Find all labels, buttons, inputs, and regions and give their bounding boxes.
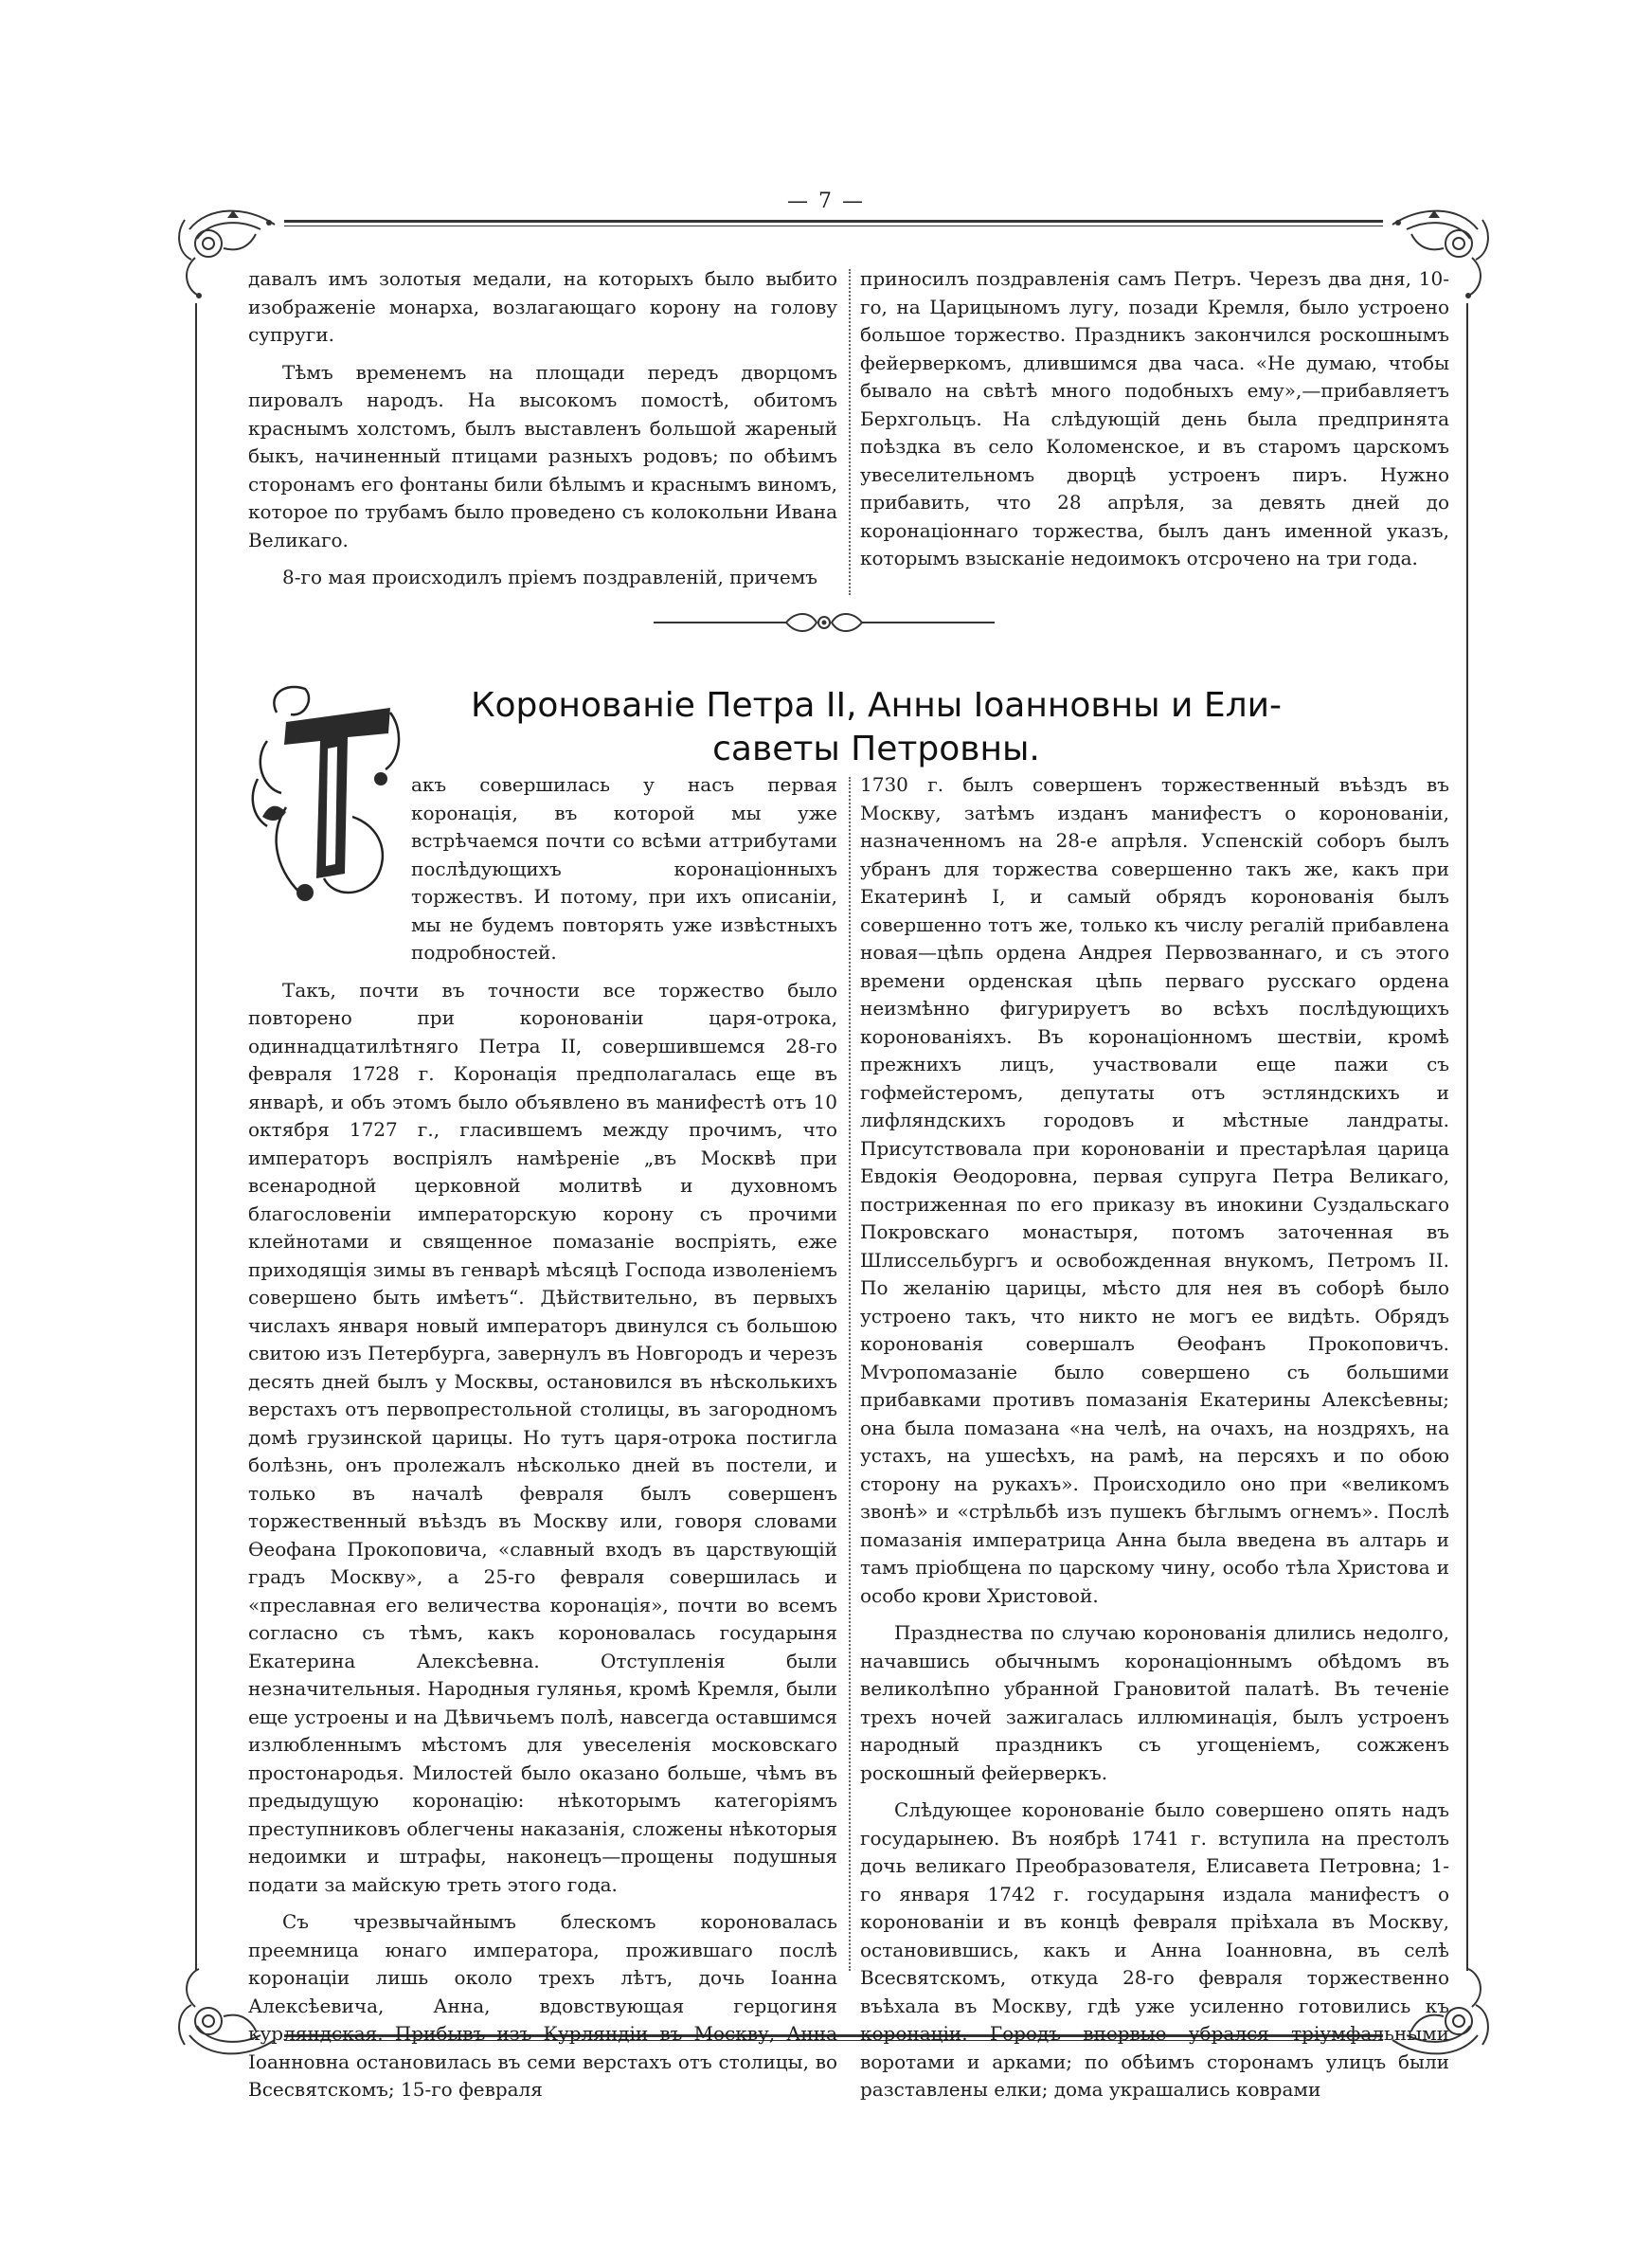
article-title [436,684,1317,771]
left-frame-rule [195,303,197,1971]
page-number: — 7 — [787,190,865,213]
top-left-column [248,265,837,592]
article-title-line: Коронованіе Петра II, Анны Іоанновны и Ели- [470,686,1283,725]
top-frame-rule [284,220,1383,223]
article-left-column [248,771,837,2104]
paragraph: 1730 г. былъ совершенъ торжественный въѣздъ въ Москву, затѣмъ изданъ манифестъ о коронованіи, назначенномъ на 28-е апрѣля. Успенскій соборъ былъ убранъ для торжества совершенно такъ же, какъ при Екатеринѣ I, и самый обрядъ коронованія былъ совершенно тотъ же, только къ числу регалій прибавлена новая—цѣпь ордена Андрея Первозваннаго, и съ этого времени орденская цѣпь перваго русскаго ордена неизмѣнно фигурируетъ во всѣхъ послѣдующихъ коронованіяхъ. Въ коронаціонномъ шествіи, кромѣ прежнихъ лицъ, участвовали еще пажи съ гофмейстеромъ, депутаты отъ эстляндскихъ и лифляндскихъ городовъ и мѣстные ландраты. Присутствовала при коронованіи и престарѣлая царица Евдокія Ѳеодоровна, первая супруга Петра Великаго, постриженная по его приказу въ инокини Суздальскаго Покровскаго монастыря, потомъ заточенная въ Шлиссельбургъ и освобожденная внукомъ, Петромъ II. По желанію царицы, мѣсто для нея въ соборѣ было устроено такъ, что никто не могъ ее видѣть. Обрядъ коронованія совершалъ Ѳеофанъ Прокоповичъ. Мѵропомазаніе было совершено съ большими прибавками противъ помазанія Екатерины Алексѣевны; она была помазана «на челѣ, на очахъ, на ноздряхъ, на устахъ, на ушесѣхъ, на рамѣ, на персяхъ и по обою сторону на рукахъ». Происходило оно при «великомъ звонѣ» и «стрѣльбѣ изъ пушекъ бѣглымъ огнемъ». Послѣ помазанія императрица Анна была введена въ алтарь и тамъ пріобщена по царскому чину, особо тѣла Христова и особо крови Христовой. [860,773,1449,1607]
section-separator-ornament-icon [654,608,995,637]
top-column-divider [849,269,851,595]
article-column-divider [849,777,851,1971]
paragraph: Такъ, почти въ точности все торжество было повторено при коронованіи царя-отрока, одиннадцатилѣтняго Петра II, совершившемся 28-го февраля 1728 г. Коронація предполагалась еще въ январѣ, и объ этомъ было объявлено въ манифестѣ отъ 10 октября 1727 г., гласившемъ между прочимъ, что императоръ воспріялъ намѣреніе „въ Москвѣ при всенародной церковной молитвѣ и духовномъ благословеніи императорскую корону съ прочими клейнотами и священное помазаніе воспріять, еже приходящія зимы въ генварѣ мѣсяцѣ Господа изволеніемъ совершено быть имѣетъ“. Дѣйствительно, въ первыхъ числахъ января новый императоръ двинулся съ большою свитою изъ Петербурга, завернулъ въ Новгородъ и черезъ десять дней былъ у Москвы, остановился въ нѣсколькихъ верстахъ отъ первопрестольной столицы, въ загородномъ домѣ грузинской царицы. Но тутъ царя-отрока постигла болѣзнь, онъ пролежалъ нѣсколько дней въ постели, и только въ началѣ февраля былъ совершенъ торжественный въѣздъ въ Москву или, говоря словами Ѳеофана Прокоповича, «славный входъ въ царствующій градъ Москву», а 25-го февраля совершилась и «преславная его величества коронація», почти во всемъ согласно съ тѣмъ, какъ короновалась государыня Екатерина Алексѣевна. Отступленія были незначительныя. Народныя гулянья, кромѣ Кремля, были еще устроены и на Дѣвичьемъ полѣ, навсегда оставшимся излюбленнымъ мѣстомъ для увеселенія московскаго простонародья. Милостей было оказано больше, чѣмъ въ предыдущую коронацію: нѣкоторымъ категоріямъ преступниковъ облегчены наказанія, сложены нѣкоторыя недоимки и штрафы, наконецъ—прощены подушныя подати за майскую треть этого года. [248,978,838,1896]
article-right-column [860,771,1449,2104]
paragraph: давалъ имъ золотыя медали, на которыхъ было выбито изображеніе монарха, возлагающаго корону на голову супруги. [248,267,837,346]
right-frame-rule [1466,303,1468,1971]
paragraph: Тѣмъ временемъ на площади передъ дворцомъ пировалъ народъ. На высокомъ помостѣ, обитомъ краснымъ холстомъ, былъ выставленъ большой жареный быкъ, начиненный птицами разныхъ родовъ; по обѣимъ сторонамъ его фонтаны били бѣлымъ и краснымъ виномъ, которое по трубамъ было проведено съ колокольни Ивана Великаго. [248,360,837,551]
article-title-line: саветы Петровны. [712,730,1040,768]
paragraph: акъ совершилась у насъ первая коронація, въ которой мы уже встрѣчаемся почти со всѣми аттрибутами послѣдующихъ коронаціонныхъ торжествъ. И потому, при ихъ описаніи, мы не будемъ повторять уже извѣстныхъ подробностей. [411,773,837,964]
paragraph: приносилъ поздравленія самъ Петръ. Черезъ два дня, 10-го, на Царицыномъ лугу, позади Кремля, было устроено большое торжество. Праздникъ закончился роскошнымъ фейерверкомъ, длившимся два часа. «Не думаю, чтобы бывало на свѣтѣ много подобныхъ ему»,—прибавляетъ Берхгольцъ. На слѣдующій день была предпринята поѣздка въ село Коломенское, и въ старомъ царскомъ увеселительномъ дворцѣ устроенъ пиръ. Нужно прибавить, что 28 апрѣля, за девять дней до коронаціоннаго торжества, былъ данъ именной указъ, которымъ взысканіе недоимокъ отсрочено на три года. [860,267,1449,569]
paragraph: Съ чрезвычайнымъ блескомъ короновалась преемница юнаго императора, прожившаго послѣ коронаціи лишь около трехъ лѣтъ, дочь Іоанна Алексѣевича, Анна, вдовствующая герцогиня курляндская. Прибывъ изъ Курляндіи въ Москву, Анна Іоанновна остановилась въ семи верстахъ отъ столицы, во Всесвятскомъ; 15-го февраля [248,1910,837,2101]
paragraph: 8-го мая происходилъ пріемъ поздравленій, причемъ [282,566,817,588]
paragraph: Празднества по случаю коронованія длились недолго, начавшись обычнымъ коронаціоннымъ обѣдомъ въ великолѣпно убранной Грановитой палатѣ. Въ теченіе трехъ ночей зажигалась иллюминація, былъ устроенъ народный праздникъ съ угощеніемъ, сожженъ роскошный фейерверкъ. [860,1621,1449,1784]
top-right-column [860,265,1449,573]
paragraph: Слѣдующее коронованіе было совершено опять надъ государынею. Въ ноябрѣ 1741 г. вступила на престолъ дочь великаго Преобразователя, Елисавета Петровна; 1-го января 1742 г. государыня издала манифестъ о коронованіи и въ концѣ февраля пріѣхала въ Москву, остановившись, какъ и Анна Іоанновна, въ селѣ Всесвятскомъ, откуда 28-го февраля торжественно въѣхала въ Москву, гдѣ уже усиленно готовились къ коронаціи. Городъ впервые убрался тріумфальными воротами и арками; по обѣимъ сторонамъ улицъ были разставлены елки; дома украшались коврами [860,1798,1449,2101]
